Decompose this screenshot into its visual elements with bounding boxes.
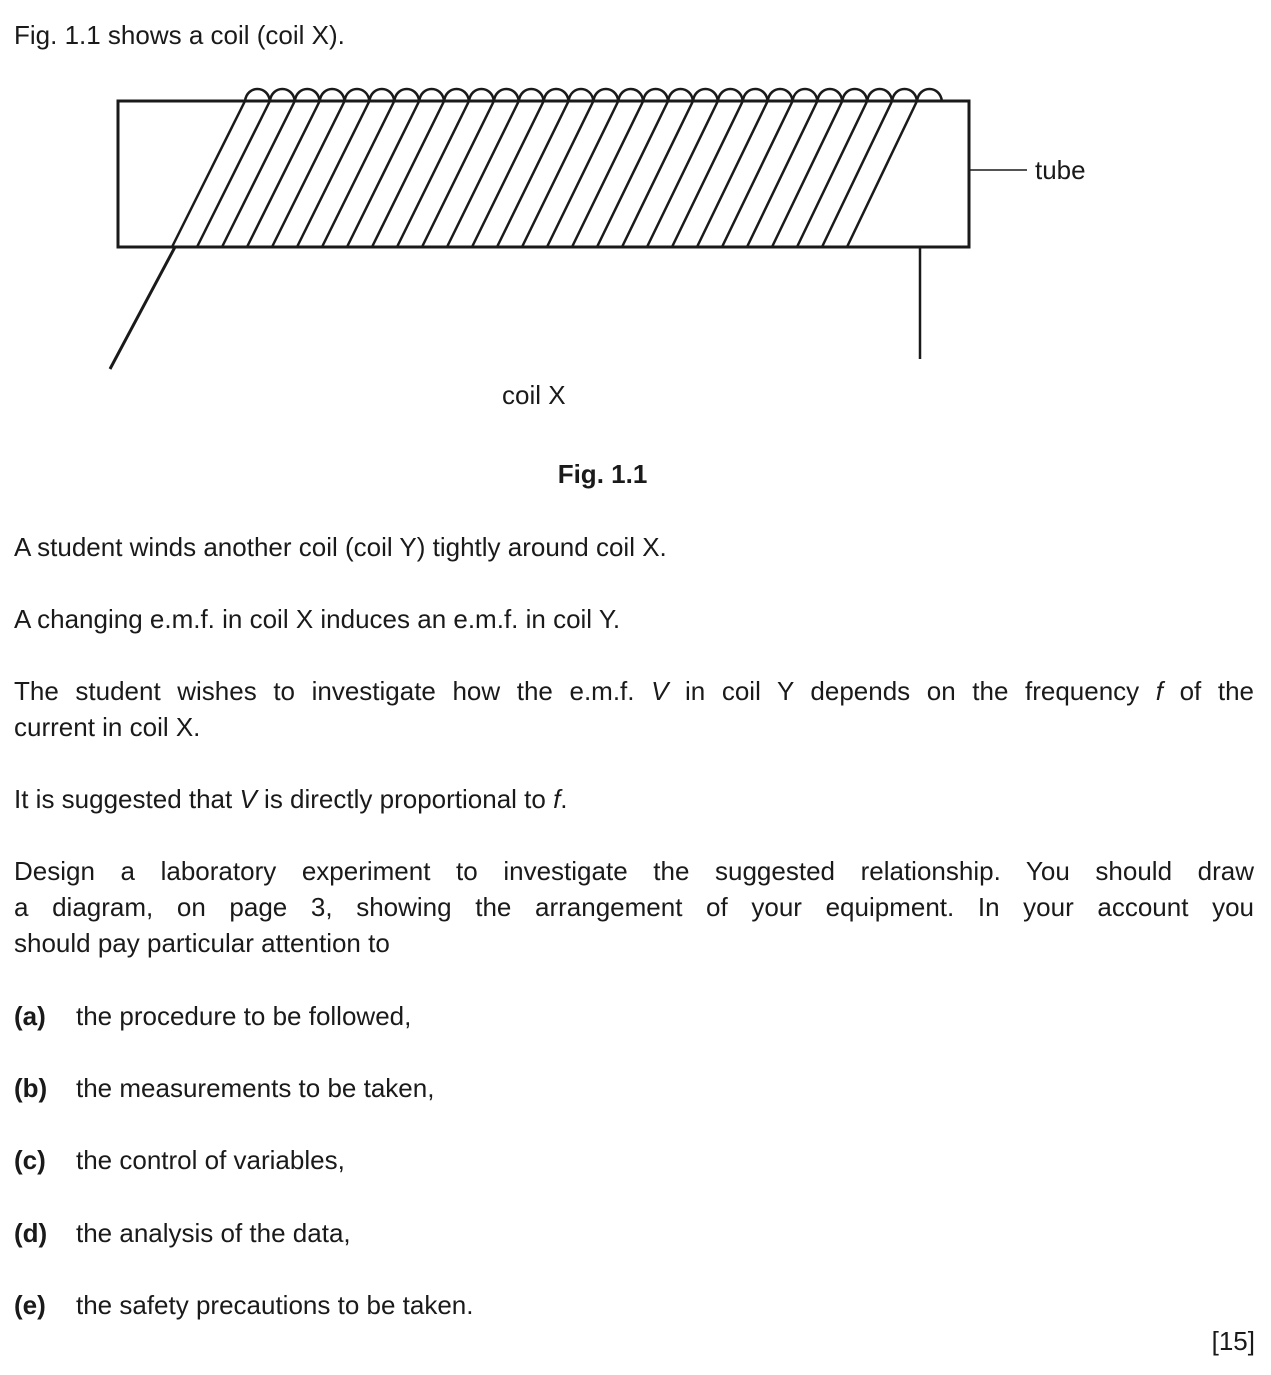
coil-diagram: [0, 0, 1271, 440]
paragraph-3-line-1: The student wishes to investigate how the e.m.f. V in coil Y depends on the frequency f of the: [14, 676, 1254, 706]
tube-outline: [118, 101, 969, 247]
coil-loop-top: [817, 89, 842, 101]
coil-loop-top: [917, 89, 942, 101]
coil-loop-top: [245, 89, 270, 101]
coil-loop-top: [718, 89, 743, 101]
list-item: (d) the analysis of the data,: [14, 1218, 351, 1248]
list-item: (e) the safety precautions to be taken.: [14, 1290, 474, 1320]
coil-loop-top: [593, 89, 618, 101]
paragraph-2: A changing e.m.f. in coil X induces an e.m.f. in coil Y.: [14, 604, 621, 634]
coil-loop-top: [618, 89, 643, 101]
figure-caption: Fig. 1.1: [557, 459, 648, 489]
coil-loop-top: [494, 89, 519, 101]
coil-loop-top: [345, 89, 370, 101]
coil-loop-top: [394, 89, 419, 101]
coil-loop-top: [295, 89, 320, 101]
coil-loop-top: [693, 89, 718, 101]
coil-loop-top: [793, 89, 818, 101]
paragraph-4: It is suggested that V is directly proportional to f.: [14, 784, 568, 814]
coil-loop-top: [469, 89, 494, 101]
coil-loop-top: [519, 89, 544, 101]
coil-loop-top: [743, 89, 768, 101]
coil-loop-top: [444, 89, 469, 101]
paragraph-5-line-2: a diagram, on page 3, showing the arrangement of your equipment. In your account you: [14, 892, 1254, 922]
coil-loop-top: [369, 89, 394, 101]
list-item: (b) the measurements to be taken,: [14, 1073, 435, 1103]
coil-loop-top: [544, 89, 569, 101]
tube-label: tube: [1035, 155, 1086, 185]
paragraph-5-line-3: should pay particular attention to: [14, 928, 390, 958]
coil-loop-top: [867, 89, 892, 101]
intro-text: Fig. 1.1 shows a coil (coil X).: [14, 20, 345, 50]
coil-loop-top: [270, 89, 295, 101]
coil-loop-top: [320, 89, 345, 101]
list-item: (c) the control of variables,: [14, 1145, 345, 1175]
coil-loop-top: [842, 89, 867, 101]
paragraph-3-line-2: current in coil X.: [14, 712, 201, 742]
paragraph-5-line-1: Design a laboratory experiment to investigate the suggested relationship. You should draw: [14, 856, 1254, 886]
marks-total: [15]: [1211, 1326, 1255, 1356]
coil-loop-top: [569, 89, 594, 101]
coil-loop-top: [892, 89, 917, 101]
paragraph-5: [14, 853, 1254, 961]
coil-lead-left: [110, 247, 175, 369]
coil-loop-top: [643, 89, 668, 101]
coil-loop-top: [768, 89, 793, 101]
coil-loop-top: [419, 89, 444, 101]
coil-x-label: coil X: [502, 380, 566, 410]
list-item: (a) the procedure to be followed,: [14, 1001, 412, 1031]
paragraph-1: A student winds another coil (coil Y) tightly around coil X.: [14, 532, 667, 562]
coil-loop-top: [668, 89, 693, 101]
paragraph-3: [14, 673, 1254, 745]
